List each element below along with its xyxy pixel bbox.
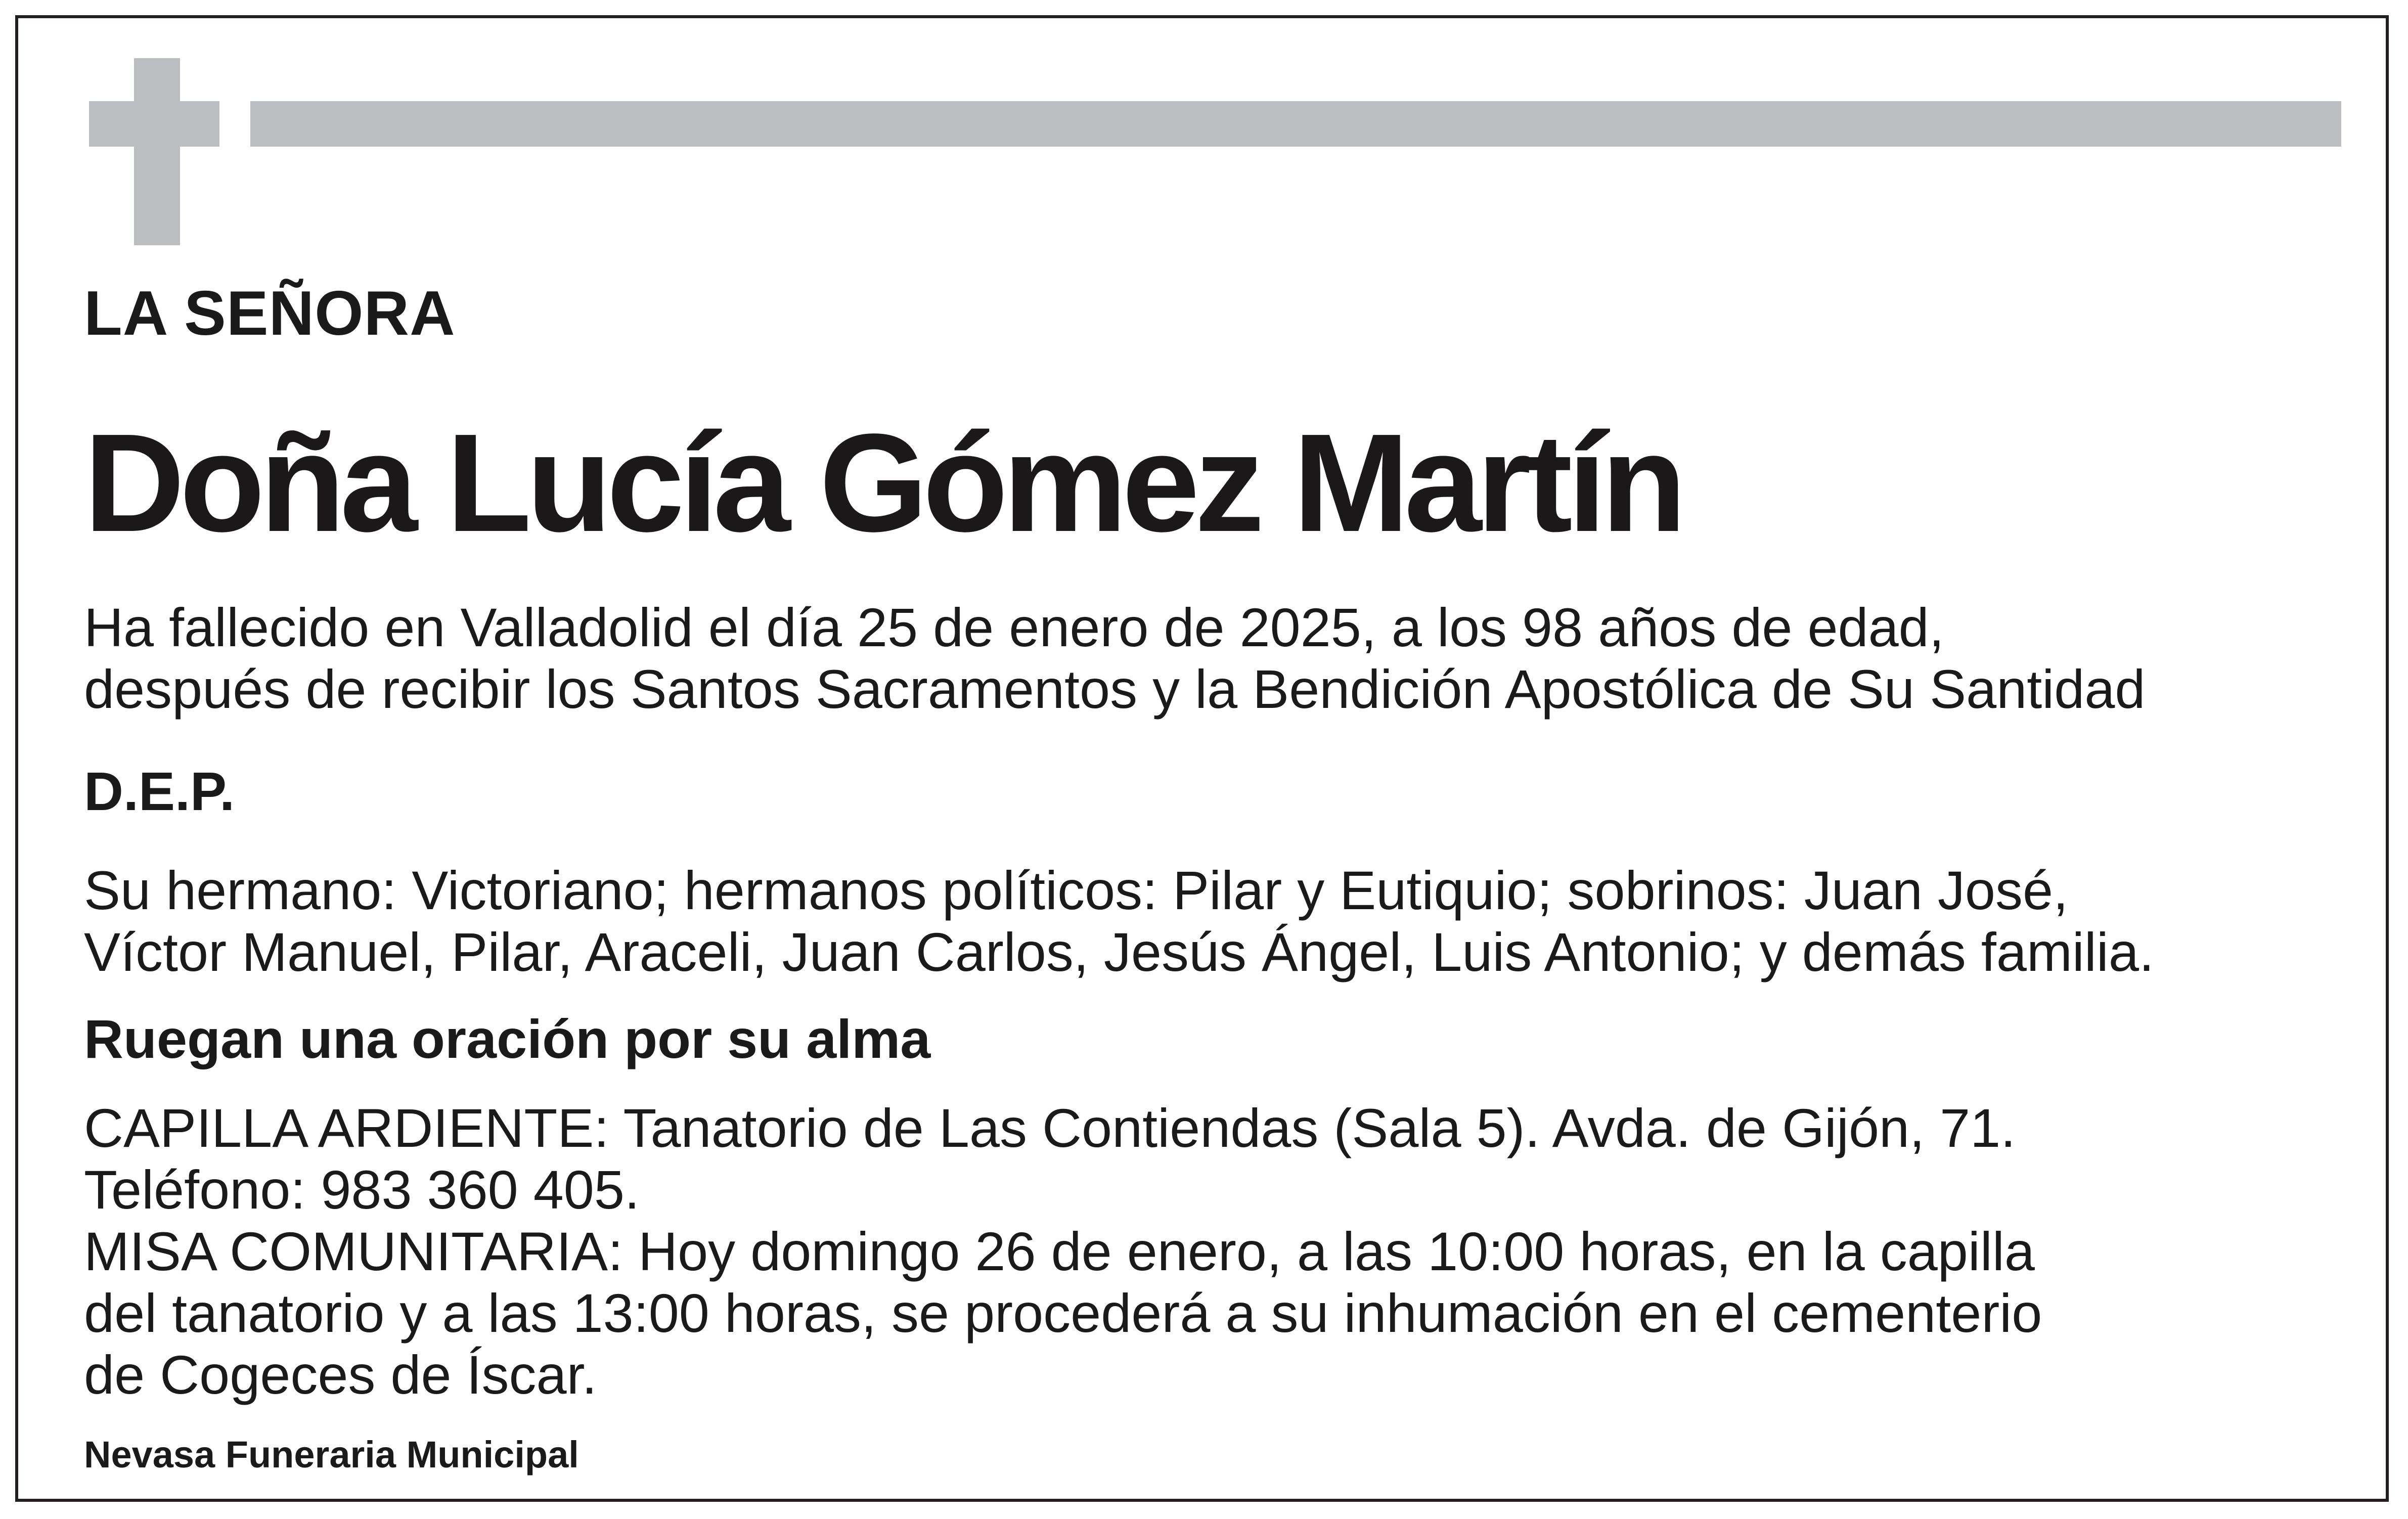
details-line: Teléfono: 983 360 405.	[84, 1159, 640, 1220]
announcement-line: después de recibir los Santos Sacramentos y la Bendición Apostólica de Su Santidad	[84, 658, 2146, 720]
death-announcement	[84, 597, 2145, 720]
announcement-line: Ha fallecido en Valladolid el día 25 de enero de 2025, a los 98 años de edad,	[84, 597, 1944, 658]
cross-vertical-bar	[134, 58, 180, 245]
details-line: MISA COMUNITARIA: Hoy domingo 26 de enero, a las 10:00 horas, en la capilla	[84, 1221, 2035, 1282]
funeral-home-credit: Nevasa Funeraria Municipal	[84, 1434, 579, 1476]
notice-heading: LA SEÑORA	[84, 279, 456, 348]
service-details	[84, 1097, 2042, 1406]
family-line: Víctor Manuel, Pilar, Araceli, Juan Carlos, Jesús Ángel, Luis Antonio; y demás familia.	[84, 921, 2154, 982]
details-line: del tanatorio y a las 13:00 horas, se procederá a su inhumación en el cementerio	[84, 1282, 2042, 1344]
header-rule	[250, 101, 2341, 147]
details-line: de Cogeces de Íscar.	[84, 1344, 597, 1405]
prayer-request: Ruegan una oración por su alma	[84, 1008, 931, 1069]
cross-horizontal-bar	[89, 101, 219, 147]
details-line: CAPILLA ARDIENTE: Tanatorio de Las Contiendas (Sala 5). Avda. de Gijón, 71.	[84, 1097, 2016, 1158]
deceased-name: Doña Lucía Gómez Martín	[84, 405, 1682, 561]
dep-label: D.E.P.	[84, 761, 235, 822]
family-list	[84, 860, 2154, 983]
family-line: Su hermano: Victoriano; hermanos políticos: Pilar y Eutiquio; sobrinos: Juan José,	[84, 860, 2069, 921]
